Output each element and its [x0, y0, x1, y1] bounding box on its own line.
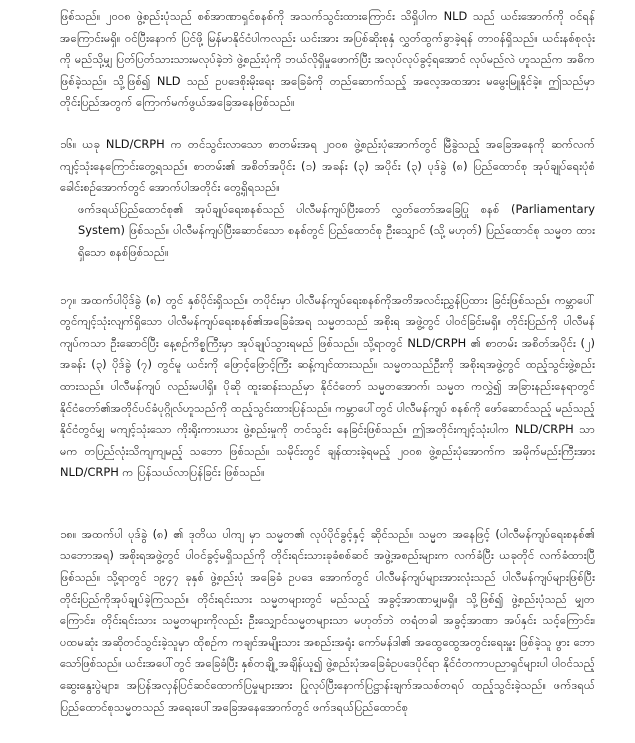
paragraph-18: ၁၈။ အထက်ပါ ပုဒ်ခွဲ (၈) ၏ ဒုတိယ ပါကျ မှာ သမ္မတ၏ လုပ်ပိုင်ခွင့်နှင့် ဆိုင်သည်။ သမ္မတ အနေဖြင့် (ပါလီမန်ကျပ်ရေးစနစ်၏ သဘောအရ) အစိုးရအဖွဲ့တွင် ပါဝင်ခွင့်မရှိသည်ကို တိုင်းရင်းသားခုခံစစ်ဆင် အဖွဲ့အစည်းများက လက်ခံပြီး ယခုတိုင် လက်ခံထားပြီဖြစ်သည်။ သို့ရာတွင် ၁၉၄၇ ခုနှစ် ဖွဲ့စည်းပုံ အခြေခံ ဥပဒေ အောက်တွင် ပါလီမန်ကျပ်များအားလုံးသည် ပါလီမန်ကျပ်များဖြစ်ပြီး တိုင်းပြည်ကိုအုပ်ချုပ်ခဲ့ကြသည်။ တိုင်းရင်းသား သမ္မတများတွင် မည်သည့် အခွင့်အာဏာမျှမရှိ။ သို့ဖြစ်၍ ဖွဲ့စည်းပုံသည် မျှတကြောင်း၊ တိုင်းရင်းသား သမ္မတများကိုလည်း ဦးသျှောင်သမ္မတများသာ မဟုတ်ဘဲ တရံတခါ အခွင့်အာဏာ အပ်နှင်း သင့်ကြောင်း၊ ပထမဆုံး အဆိုတင်သွင်းခဲ့သူမှာ ထိုစဉ်က ကချင်အမျိုးသား အစည်းအရုံး ကော်မန်ဒါ၏ အထွေထွေအတွင်းရေးမှူး ဖြစ်ခဲ့သူ ဖွား ဘောသော်ဖြစ်သည်။ ယင်းအပေါ်တွင် အခြေခံပြီး နှစ်တချို့ အချိန်ယူ၍ ဖွဲ့စည်းပုံအခြေခံဥပဒေပိုင်ရာ နိုင်ငံတကာပညာရှင်များပါ ပါဝင်သည့် ဆွေးနွေးပွဲများ၊ အပြန်အလှန်ပြင်ဆင်ထောက်ပြမှုများအား ပြုလုပ်ပြီးနောက်ပြဋ္ဌာန်းချက်အသစ်တရပ် ထည့်သွင်းခဲ့သည်။ ဖက်ဒရယ်ပြည်ထောင်စုသမ္မတသည် အရေးပေါ်အခြေအနေအောက်တွင် ဖက်ဒရယ်ပြည်ထောင်စု: [60, 526, 595, 714]
paragraph-intro: ဖြစ်သည်။ ၂၀၀၈ ဖွဲ့စည်းပုံသည် စစ်အာဏာရှင်စနစ်ကို အသက်သွင်းထားကြောင်း သိရှိပါက NLD သည် ယင်းအောက်ကို ဝင်ရန်အကြောင်းမရှိ။ ဝင်ပြီးနောက် ပြင်ဖို့ မြန်မာနိုင်ငံပါကလည်း ယင်းအား အပြစ်ဆိုးစုနှံ လွှတ်ထွက်ခွာခဲ့ရန် တာဝန်ရှိသည်။ ယင်းနစ်စုလုံးကို မည်သို့မျှ ပြတ်ပြတ်သားသားမလုပ်ခဲ့ဘဲ ဖွဲ့စည်းပုံကို ဘယ်လိုရှိမှုဖောက်ပြီး အလုပ်လုပ်ခွင့်ရအောင် လုပ်မည်လဲ ဟူသည်က အဓိက ဖြစ်ခဲ့သည်။ သို့ဖြစ်၍ NLD သည် ဥပဒေစိုးမိုးရေး အခြေခံကို တည်ဆောက်သည့် အလေ့အထအား မမွေးမြူနိုင်ခဲ့။ ဤသည်မှာ တိုင်းပြည်အတွက် ကြောက်မက်ဖွယ်အခြေအနေဖြစ်သည်။: [60, 9, 595, 110]
quoted-passage: ဖက်ဒရယ်ပြည်ထောင်စု၏ အုပ်ချုပ်ရေးစနစ်သည် ပါလီမန်ကျပ်ပြီးတော် လွှတ်တော်အခြေပြု စနစ် (Parliamentary System) ဖြစ်သည်။ ပါလီမန်ကျပ်ပြီးဆောင်သော စနစ်တွင် ပြည်ထောင်စု ဦးသျှောင် (သို့ မဟုတ်) ပြည်ထောင်စု သမ္မတ ထားရှိသော စနစ်ဖြစ်သည်။: [78, 201, 595, 259]
paragraph-spacer: [60, 484, 595, 524]
paragraph-16: ၁၆။ ယခု NLD/CRPH က တင်သွင်းလာသော စာတမ်းအရ ၂၀၀၈ ဖွဲ့စည်းပုံအောက်တွင် မြီခွဲသည့် အခြေအနေကို ဆက်လက်ကျင့်သုံးနေကြောင်းတွေ့ရသည်။ စာတမ်း၏ အစိတ်အပိုင်း (၁) အခန်း (၃) အပိုင်း (၃) ပုဒ်ခွဲ (၈) ပြည်ထောင်စု အုပ်ချုပ်ရေးပုံစံ ခေါင်းစဉ်အောက်တွင် အောက်ပါအတိုင်း တွေ့ရှိရသည်။: [60, 136, 595, 195]
paragraph-17: ၁၇။ အထက်ပါပိုဒ်ခွဲ (၈) တွင် နှစ်ပိုင်းရှိသည်။ တပိုင်းမှာ ပါလီမန်ကျပ်ရေးစနစ်ကိုအတိအလင်းညွှန်ပြထား ခြင်းဖြစ်သည်။ ကမ္ဘာပေါ်တွင်ကျင့်သုံးလျက်ရှိသော ပါလီမန်ကျပ်ရေးစနစ်၏အခြေခံအရ သမ္မတသည် အစိုးရ အဖွဲ့တွင် ပါဝင်ခြင်းမရှိ။ တိုင်းပြည်ကို ပါလီမန်ကျပ်ကသာ ဦးဆောင်ပြီး နေ့စဉ်ကိစ္စကြီးမှာ အုပ်ချုပ်သွားရမည် ဖြစ်သည်။ သို့ရာတွင် NLD/CRPH ၏ စာတမ်း အစိတ်အပိုင်း (၂) အခန်း (၃) ပိုဒ်ခွဲ (၇) တွင်မူ ယင်းကို ဖြောင့်ဖြောင့်ကြီး ဆန့်ကျင်ထားသည်။ သမ္မတသည်ဦးကို အစိုးရအဖွဲ့တွင် ထည့်သွင်းဖွဲ့စည်းထားသည်။ ပါလီမန်ကျပ် လည်းမပါရှိ။ ပိုဆို ထူးဆန်းသည်မှာ နိုင်ငံတော် သမ္မတအောက်၊ သမ္မတ ကလွှဲ၍ အခြားနည်းနေရာတွင် နိုင်ငံတော်၏အတိုင်ပင်ခံပုဂ္ဂိုလ်ဟူသည်ကို ထည့်သွင်းထားပြန်သည်။ ကမ္ဘာပေါ်တွင် ပါလီမန်ကျပ် စနစ်ကို ဖော်ဆောင်သည့် မည်သည့်နိုင်ငံတွင်မျှ မကျင့်သုံးသော ကိုးရိုးကားယား ဖွဲ့စည်းမှုကို တင်သွင်း နေခြင်းဖြစ်သည်။ ဤအတိုင်းကျင့်သုံးပါက NLD/CRPH သာမက တပြည်လုံးသိကျကျမည့် သဘော ဖြစ်သည်။ သမိုင်းတွင် ချန်ထားခဲ့ရမည့် ၂၀၀၈ ဖွဲ့စည်းပုံအောက်က အမိုက်မည်းကြီးအား NLD/CRPH က ပြန်သယ်လာပြန်ခြင်း ဖြစ်သည်။: [60, 292, 595, 480]
paragraph-spacer: [60, 114, 595, 134]
paragraph-spacer: [60, 264, 595, 290]
